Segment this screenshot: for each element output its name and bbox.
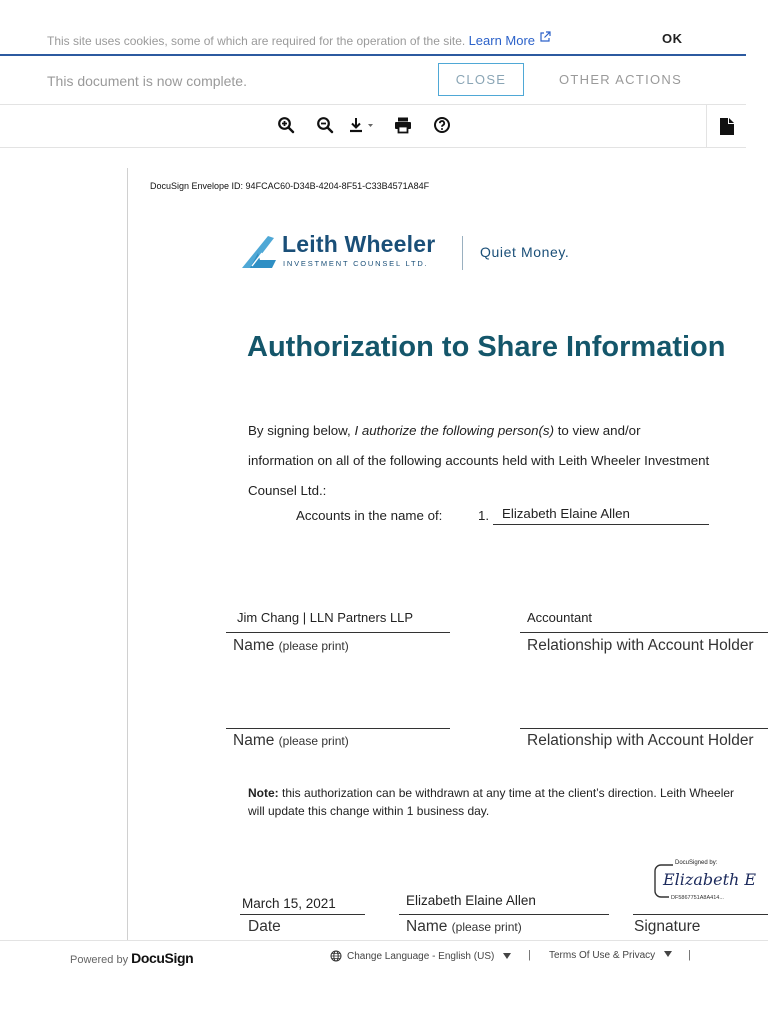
terms-label: Terms Of Use & Privacy [549,950,656,961]
document-view-button[interactable] [706,105,747,147]
company-logo [242,231,592,274]
note-bold: Note: [248,786,279,800]
person2-name-label [233,732,349,750]
logo-name: Leith Wheeler [282,231,436,257]
signer-name-value: Elizabeth Elaine Allen [406,893,536,908]
paragraph-line-3: Counsel Ltd.: [248,483,327,498]
signer-name-label [406,918,522,936]
logo-tagline: Quiet Money. [480,244,570,260]
zoom-out-icon[interactable] [315,115,335,135]
envelope-id: DocuSign Envelope ID: 94FCAC60-D34B-4204-8F51-C33B4571A84F [150,181,430,191]
logo-subtitle: INVESTMENT COUNSEL LTD. [283,259,429,268]
completion-bar [0,56,746,105]
person1-name-label [233,637,349,655]
name-label-text: Name [233,637,275,654]
signature-id: DF5867751A8A414... [671,895,724,901]
account-number: 1. [478,508,490,523]
footer-separator: | [528,949,531,961]
document-icon [720,118,734,135]
authorization-paragraph [248,416,768,506]
docusign-brand: DocuSign [131,950,194,966]
name-label-text: Name [233,732,275,749]
signature-line [633,914,768,915]
document-title: Authorization to Share Information [247,331,726,363]
name-label-text: Name [406,918,448,935]
download-icon[interactable] [348,115,378,135]
signature-script: Elizabeth E [663,870,757,889]
note-text-1: this authorization can be withdrawn at any time at the client’s direction. Leith Wheeler [278,786,735,800]
caret-down-icon [502,952,512,960]
account-holder-name: Elizabeth Elaine Allen [502,506,630,521]
cookie-text: This site uses cookies, some of which are required for the operation of the site. [47,34,466,48]
docusign-signature-box [651,860,768,902]
name-hint: (please print) [451,920,522,934]
line1-start: By signing below, [248,423,355,438]
cookie-message [47,31,551,48]
line1-emphasis: I authorize the following person(s) [354,423,555,438]
close-button[interactable]: CLOSE [438,63,524,96]
completion-message: This document is now complete. [47,73,247,89]
account-underline [493,524,709,525]
person1-name-line [226,632,450,633]
note-line-2: will update this change within 1 business day. [248,804,490,818]
external-link-icon [539,31,551,43]
globe-icon [330,950,342,962]
person1-relationship-line [520,632,768,633]
note-paragraph [248,784,768,820]
document-page [128,168,768,940]
note-line-1 [248,784,768,802]
footer-separator: | [688,949,691,961]
powered-by-text: Powered by [70,954,129,966]
cookie-banner [0,0,746,56]
name-hint: (please print) [278,734,349,748]
person2-name-line [226,728,450,729]
change-language-dropdown[interactable] [330,950,512,962]
date-label: Date [248,918,281,935]
powered-by [70,950,193,966]
learn-more-link[interactable] [469,33,551,48]
paragraph-line-2: information on all of the following accounts held with Leith Wheeler Investment [248,453,710,468]
document-toolbar [0,105,746,148]
person1-name-value: Jim Chang | LLN Partners LLP [237,610,414,625]
docusigned-by-label: DocuSigned by: [675,860,718,866]
cookie-ok-button[interactable]: OK [662,31,683,46]
terms-dropdown[interactable] [549,950,673,961]
signature-label: Signature [634,918,701,935]
person2-relationship-line [520,728,768,729]
leith-wheeler-logo-mark [242,236,278,270]
logo-divider [462,236,463,270]
learn-more-label: Learn More [468,33,536,48]
language-label: Change Language - English (US) [347,950,495,962]
caret-down-icon [663,950,673,958]
line1-end: to view and/or [554,423,641,438]
help-icon[interactable] [432,115,452,135]
person2-relationship-label: Relationship with Account Holder [527,732,754,749]
accounts-label: Accounts in the name of: [296,508,443,523]
person1-relationship-label: Relationship with Account Holder [527,637,754,654]
page-footer [0,940,768,971]
date-value: March 15, 2021 [242,896,336,911]
signer-name-line [399,914,609,915]
person1-relationship-value: Accountant [527,610,593,625]
paragraph-line-1 [248,416,768,446]
other-actions-button[interactable]: OTHER ACTIONS [559,72,683,87]
name-hint: (please print) [278,639,349,653]
zoom-in-icon[interactable] [276,115,296,135]
print-icon[interactable] [393,115,413,135]
date-line [240,914,365,915]
